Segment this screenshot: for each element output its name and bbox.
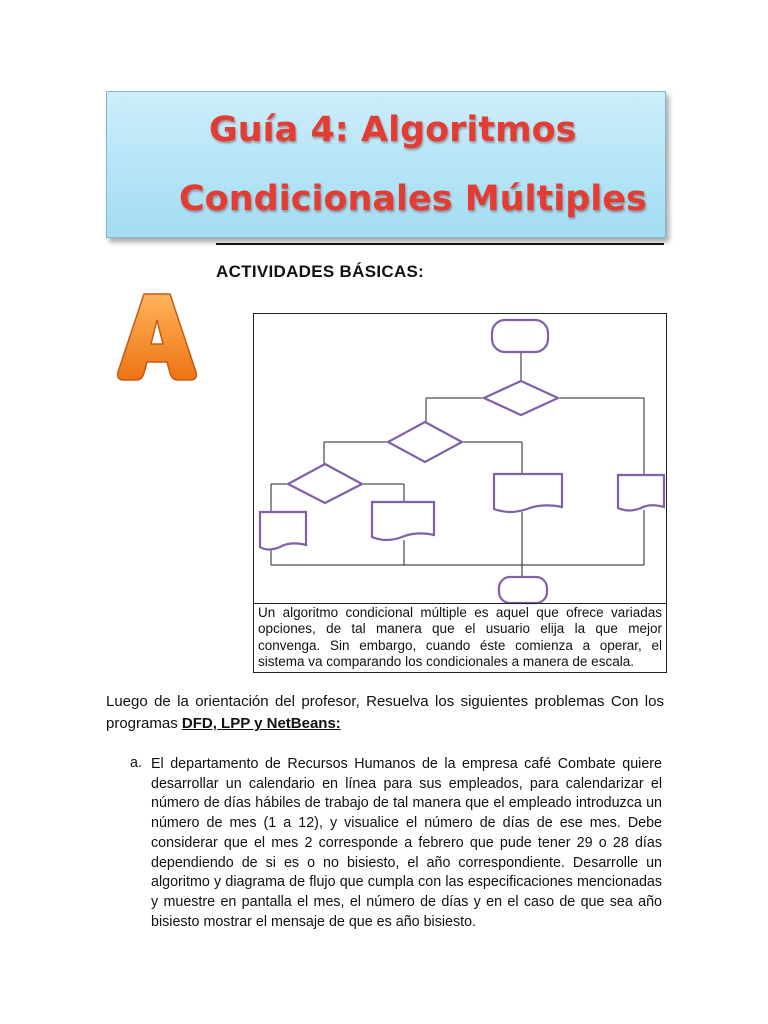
programs-list: DFD, LPP y NetBeans:	[181, 715, 341, 732]
caption-separator	[253, 603, 667, 604]
section-heading: ACTIVIDADES BÁSICAS:	[216, 262, 425, 281]
intro-text: Luego de la orientación del profesor, Resuelva los siguientes problemas Con los programas	[106, 693, 664, 732]
figure-caption: Un algoritmo condicional múltiple es aquel que ofrece variadas opciones, de tal manera que el usuario elija la que mejor convenga. Sin embargo, cuando éste comienza a operar, el sistema va comparando los condicionales a manera de escala.	[258, 605, 662, 669]
title-line-1: Guía 4: Algoritmos	[209, 110, 577, 150]
title-banner	[106, 91, 666, 238]
divider	[216, 243, 664, 245]
title-line-2: Condicionales Múltiples	[179, 179, 647, 219]
letter-a-icon	[112, 286, 202, 386]
intro-paragraph	[106, 691, 664, 735]
list-marker: a.	[130, 755, 142, 771]
problem-text: El departamento de Recursos Humanos de la empresa café Combate quiere desarrollar un calendario en línea para sus empleados, para calendarizar el número de días hábiles de trabajo de tal manera que el empleado introduzca un número de mes (1 a 12), y visualice el número de días de ese mes. Debe considerar que el mes 2 corresponde a febrero que pude tener 29 o 28 días dependiendo de si es o no bisiesto, el año correspondiente. Desarrolle un algoritmo y diagrama de flujo que cumpla con las especificaciones mencionadas y muestre en pantalla el mes, el número de días y en el caso de que sea año bisiesto mostrar el mensaje de que es año bisiesto.	[151, 756, 662, 930]
